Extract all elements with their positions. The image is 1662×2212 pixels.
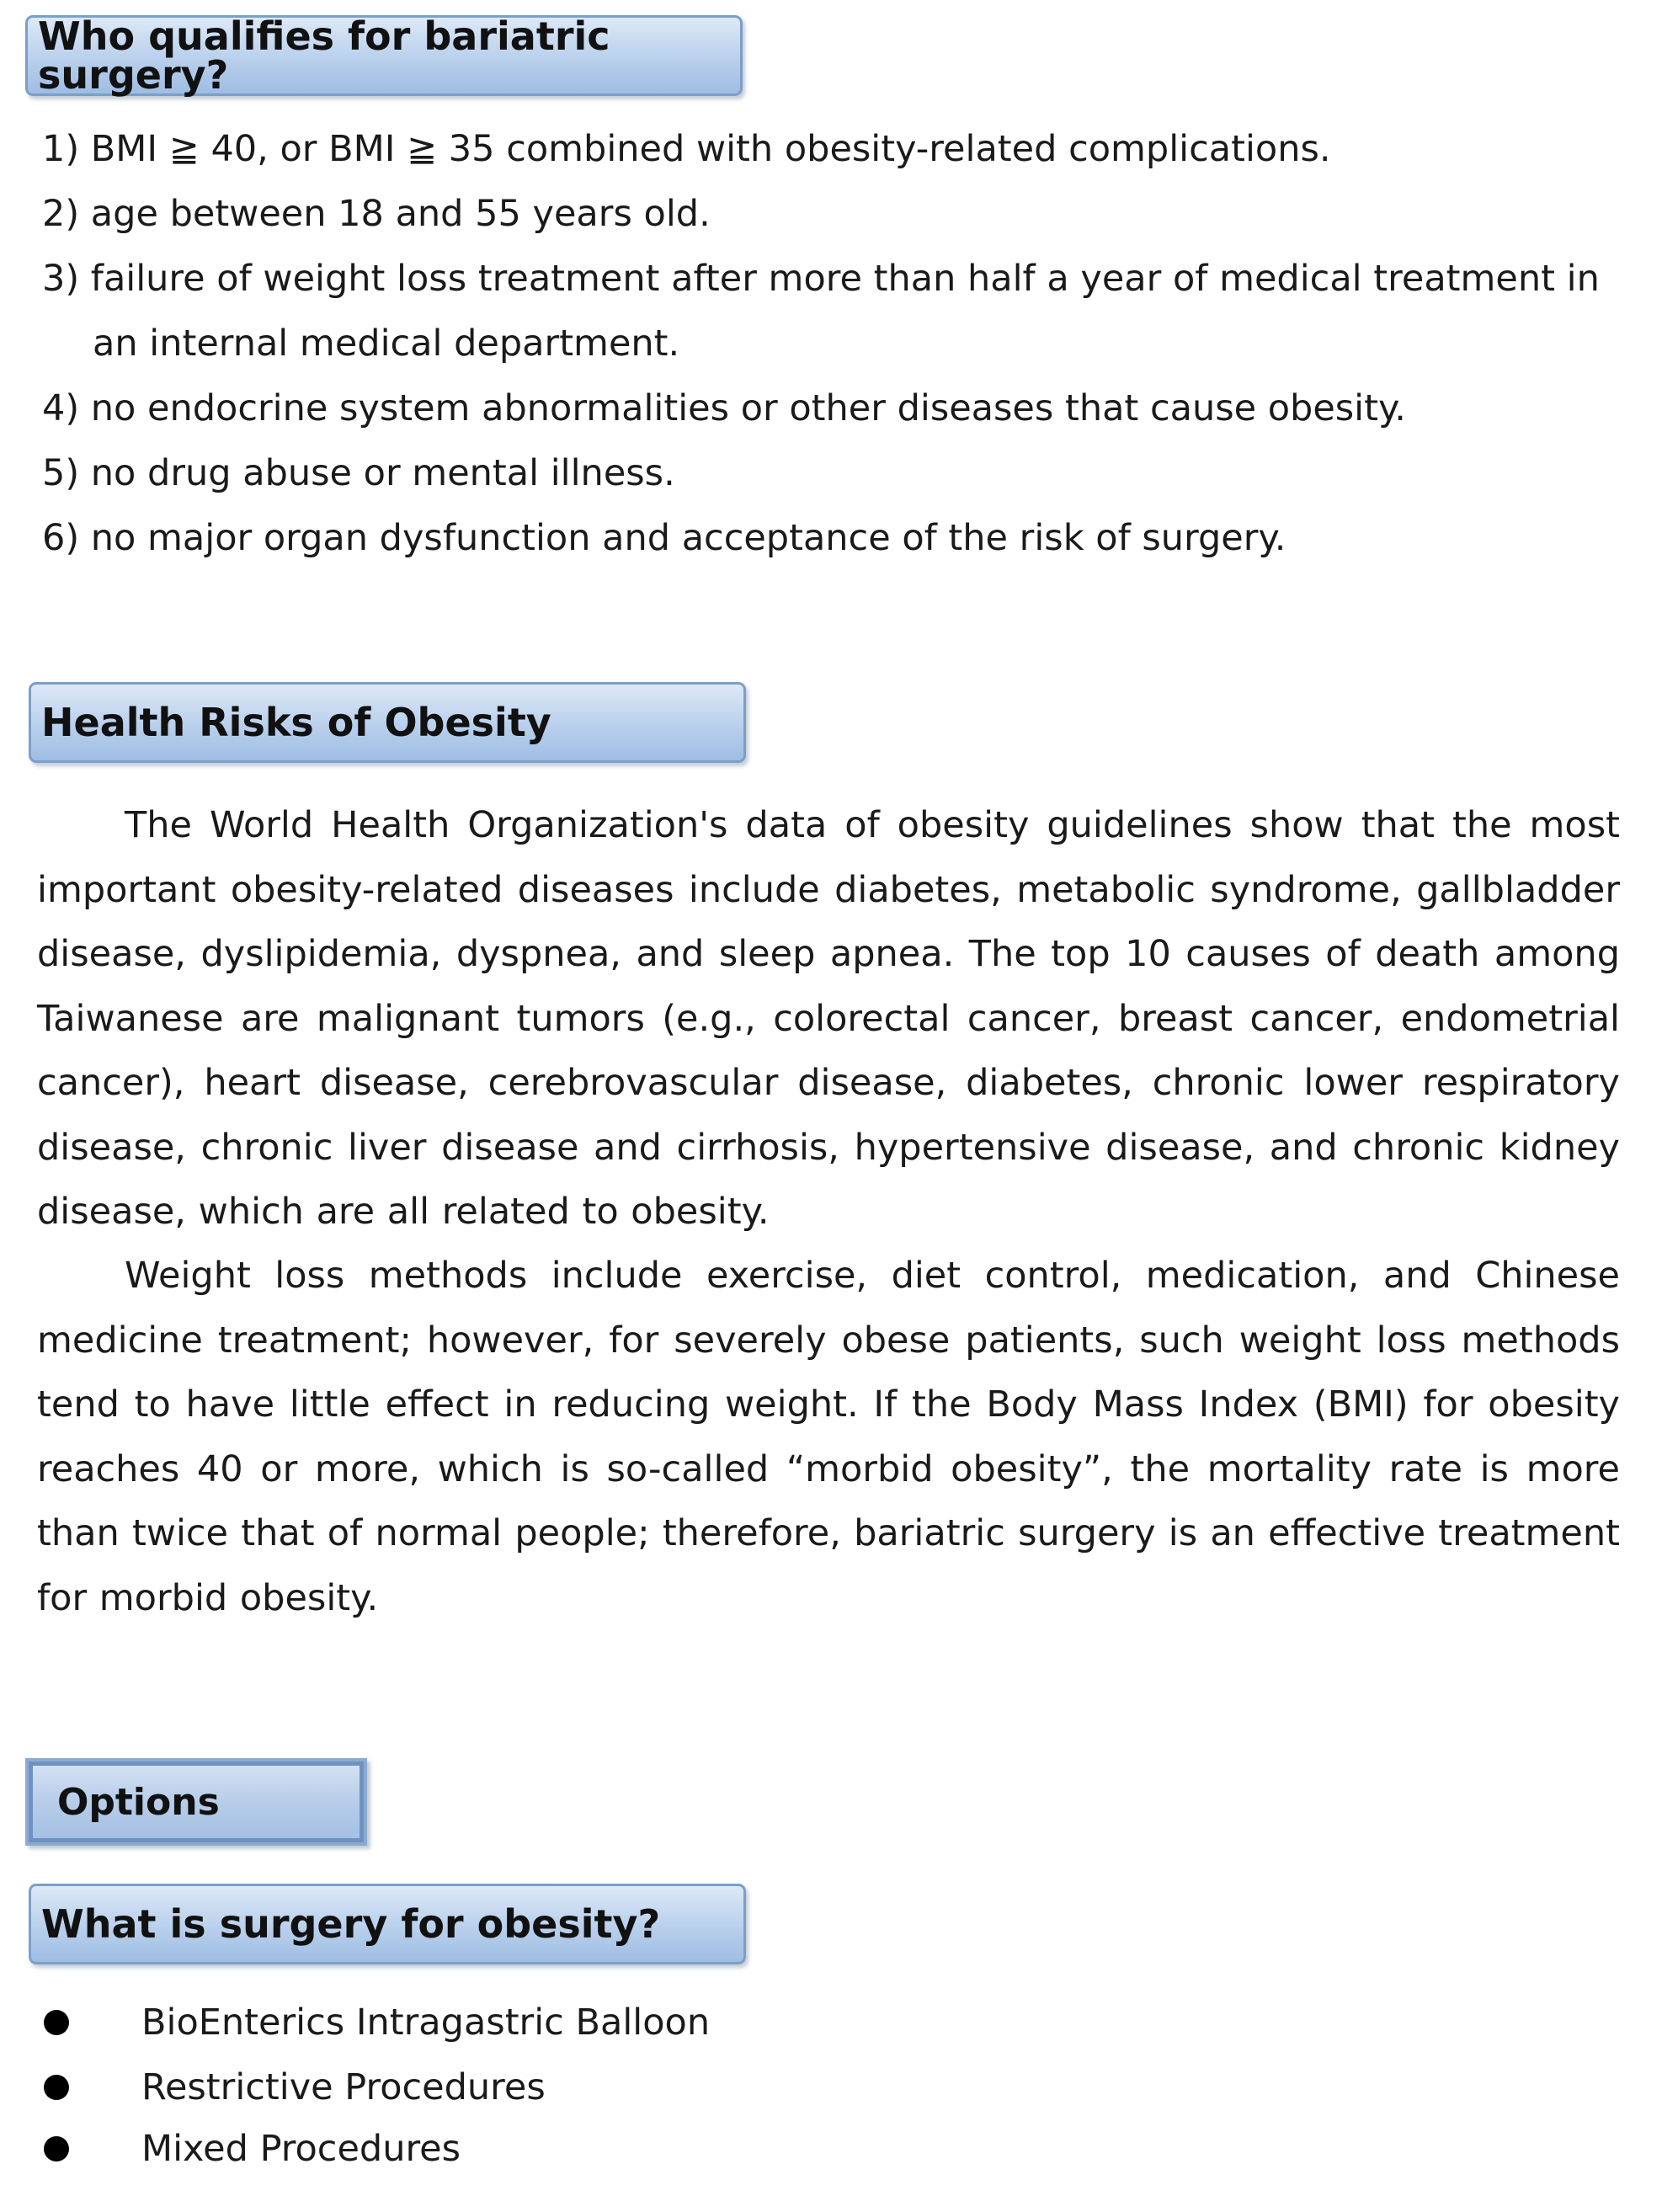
bullet-icon xyxy=(44,2010,69,2035)
list-item xyxy=(37,2119,461,2179)
list-item xyxy=(37,1992,710,2053)
list-item-continuation: an internal medical department. xyxy=(93,322,680,365)
list-item-label: BioEnterics Intragastric Balloon xyxy=(141,2001,711,2044)
surgery-heading: What is surgery for obesity? xyxy=(29,1884,746,1964)
list-item: 2) age between 18 and 55 years old. xyxy=(42,193,711,235)
risks-paragraph-1: The World Health Organization's data of obesity guidelines show that the most important obesity-related diseases include diabetes, metabolic syndrome, gallbladder disease, dyslipidemia, dyspnea, and sleep apnea. The top 10 causes of death among Taiwanese are malignant tumors (e.g., colorectal cancer, breast cancer, endometrial cancer), heart disease, cerebrovascular disease, diabetes, chronic lower respiratory disease, chronic liver disease and cirrhosis, hypertensive disease, and chronic kidney disease, which are all related to obesity. xyxy=(37,804,1620,1233)
list-item: 3) failure of weight loss treatment after more than half a year of medical treatment in xyxy=(42,258,1600,300)
list-item-label: Mixed Procedures xyxy=(141,2128,461,2170)
list-item: 6) no major organ dysfunction and acceptance of the risk of surgery. xyxy=(42,517,1286,559)
list-item: 5) no drug abuse or mental illness. xyxy=(42,452,675,494)
list-item xyxy=(37,2057,546,2118)
options-heading: Options xyxy=(25,1758,367,1846)
list-item: 1) BMI ≧ 40, or BMI ≧ 35 combined with obesity-related complications. xyxy=(42,128,1331,170)
bullet-icon xyxy=(44,2136,69,2161)
risks-paragraph-2: Weight loss methods include exercise, diet control, medication, and Chinese medicine treatment; however, for severely obese patients, such weight loss methods tend to have little effect in reducing weight. If the Body Mass Index (BMI) for obesity reaches 40 or more, which is so-called “morbid obesity”, the mortality rate is more than twice that of normal people; therefore, bariatric surgery is an effective treatment for morbid obesity. xyxy=(37,1255,1620,1619)
list-item: 4) no endocrine system abnormalities or other diseases that cause obesity. xyxy=(42,387,1406,429)
qualifies-heading: Who qualifies for bariatric surgery? xyxy=(25,15,743,96)
bullet-icon xyxy=(44,2075,69,2100)
risks-heading: Health Risks of Obesity xyxy=(29,682,746,763)
list-item-label: Restrictive Procedures xyxy=(141,2066,546,2108)
